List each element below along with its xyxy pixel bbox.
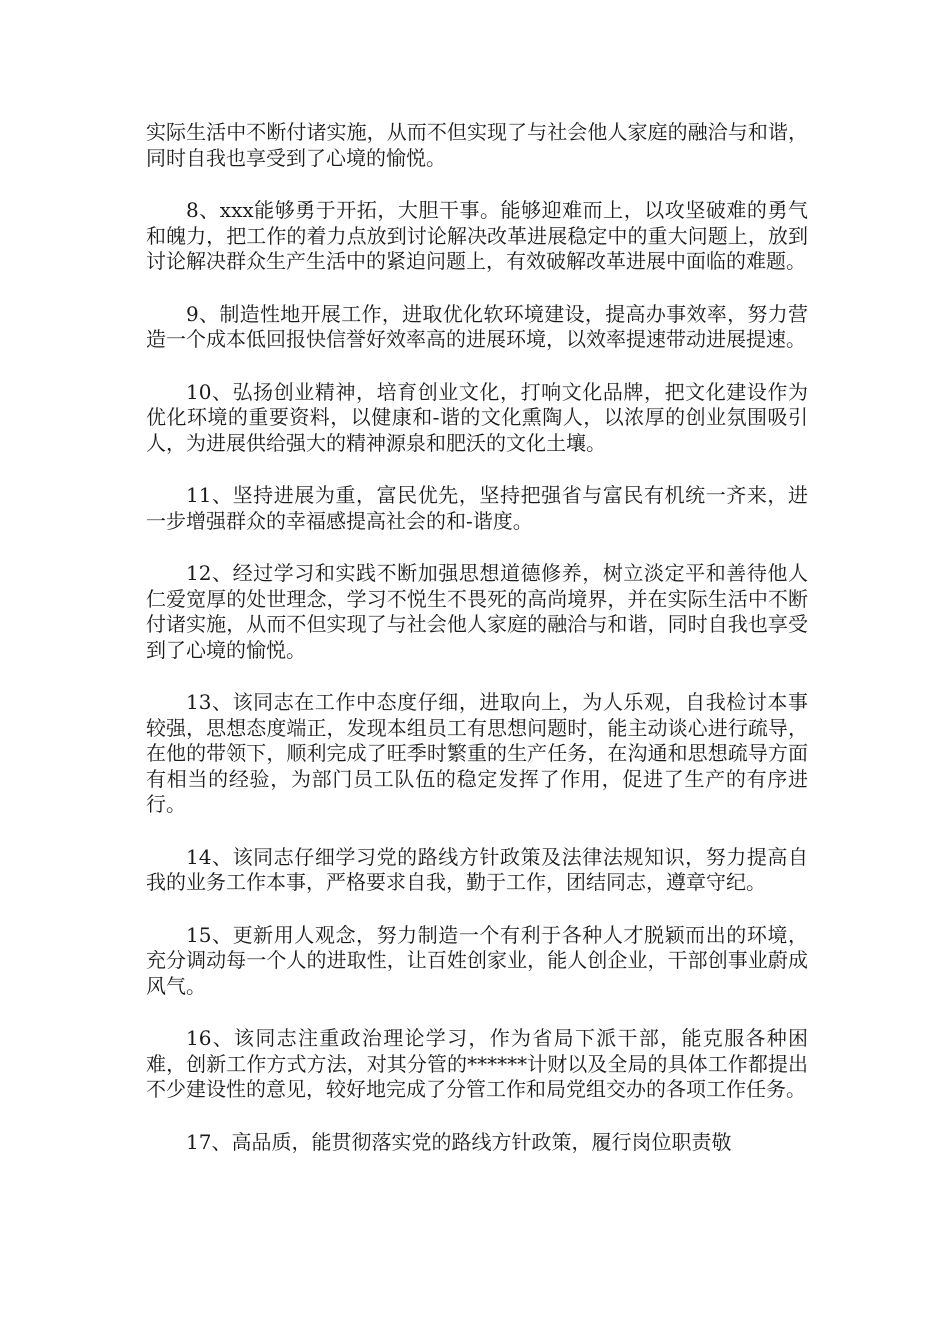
paragraph-9: 15、更新用人观念，努力制造一个有利于各种人才脱颖而出的环境，充分调动每一个人的进取性，让百姓创家业，能人创企业，干部创事业蔚成风气。 [146,922,808,998]
paragraph-5: 11、坚持进展为重，富民优先，坚持把强省与富民有机统一齐来，进一步增强群众的幸福感提高社会的和-谐度。 [146,483,808,533]
paragraph-7: 13、该同志在工作中态度仔细，进取向上，为人乐观，自我检讨本事较强，思想态度端正，发现本组员工有思想问题时，能主动谈心进行疏导，在他的带领下，顺利完成了旺季时繁重的生产任务，在沟通和思想疏导方面有相当的经验，为部门员工队伍的稳定发挥了作用，促进了生产的有序进行。 [146,690,808,816]
paragraph-2: 8、xxx能够勇于开拓，大胆干事。能够迎难而上，以攻坚破难的勇气和魄力，把工作的着力点放到讨论解决改革进展稳定中的重大问题上，放到讨论解决群众生产生活中的紧迫问题上，有效破解改革进展中面临的难题。 [146,198,808,273]
paragraph-1: 实际生活中不断付诸实施，从而不但实现了与社会他人家庭的融洽与和谐，同时自我也享受到了心境的愉悦。 [146,120,808,170]
paragraph-4: 10、弘扬创业精神，培育创业文化，打响文化品牌，把文化建设作为优化环境的重要资料，以健康和-谐的文化熏陶人，以浓厚的创业氛围吸引人，为进展供给强大的精神源泉和肥沃的文化土壤。 [146,379,808,455]
paragraph-3: 9、制造性地开展工作，进取优化软环境建设，提高办事效率，努力营造一个成本低回报快信誉好效率高的进展环境，以效率提速带动进展提速。 [146,301,808,351]
paragraph-11: 17、高品质，能贯彻落实党的路线方针政策，履行岗位职责敬 [186,1129,732,1154]
paragraph-6: 12、经过学习和实践不断加强思想道德修养，树立淡定平和善待他人仁爱宽厚的处世理念，学习不悦生不畏死的高尚境界，并在实际生活中不断付诸实施，从而不但实现了与社会他人家庭的融洽与和谐，同时自我也享受到了心境的愉悦。 [146,561,808,662]
document-body [146,120,808,1155]
paragraph-10: 16、该同志注重政治理论学习，作为省局下派干部，能克服各种困难，创新工作方式方法，对其分管的******计财以及全局的具体工作都提出不少建设性的意见，较好地完成了分管工作和局党组交办的各项工作任务。 [146,1026,808,1101]
paragraph-8: 14、该同志仔细学习党的路线方针政策及法律法规知识，努力提高自我的业务工作本事，严格要求自我，勤于工作，团结同志，遵章守纪。 [146,844,808,894]
